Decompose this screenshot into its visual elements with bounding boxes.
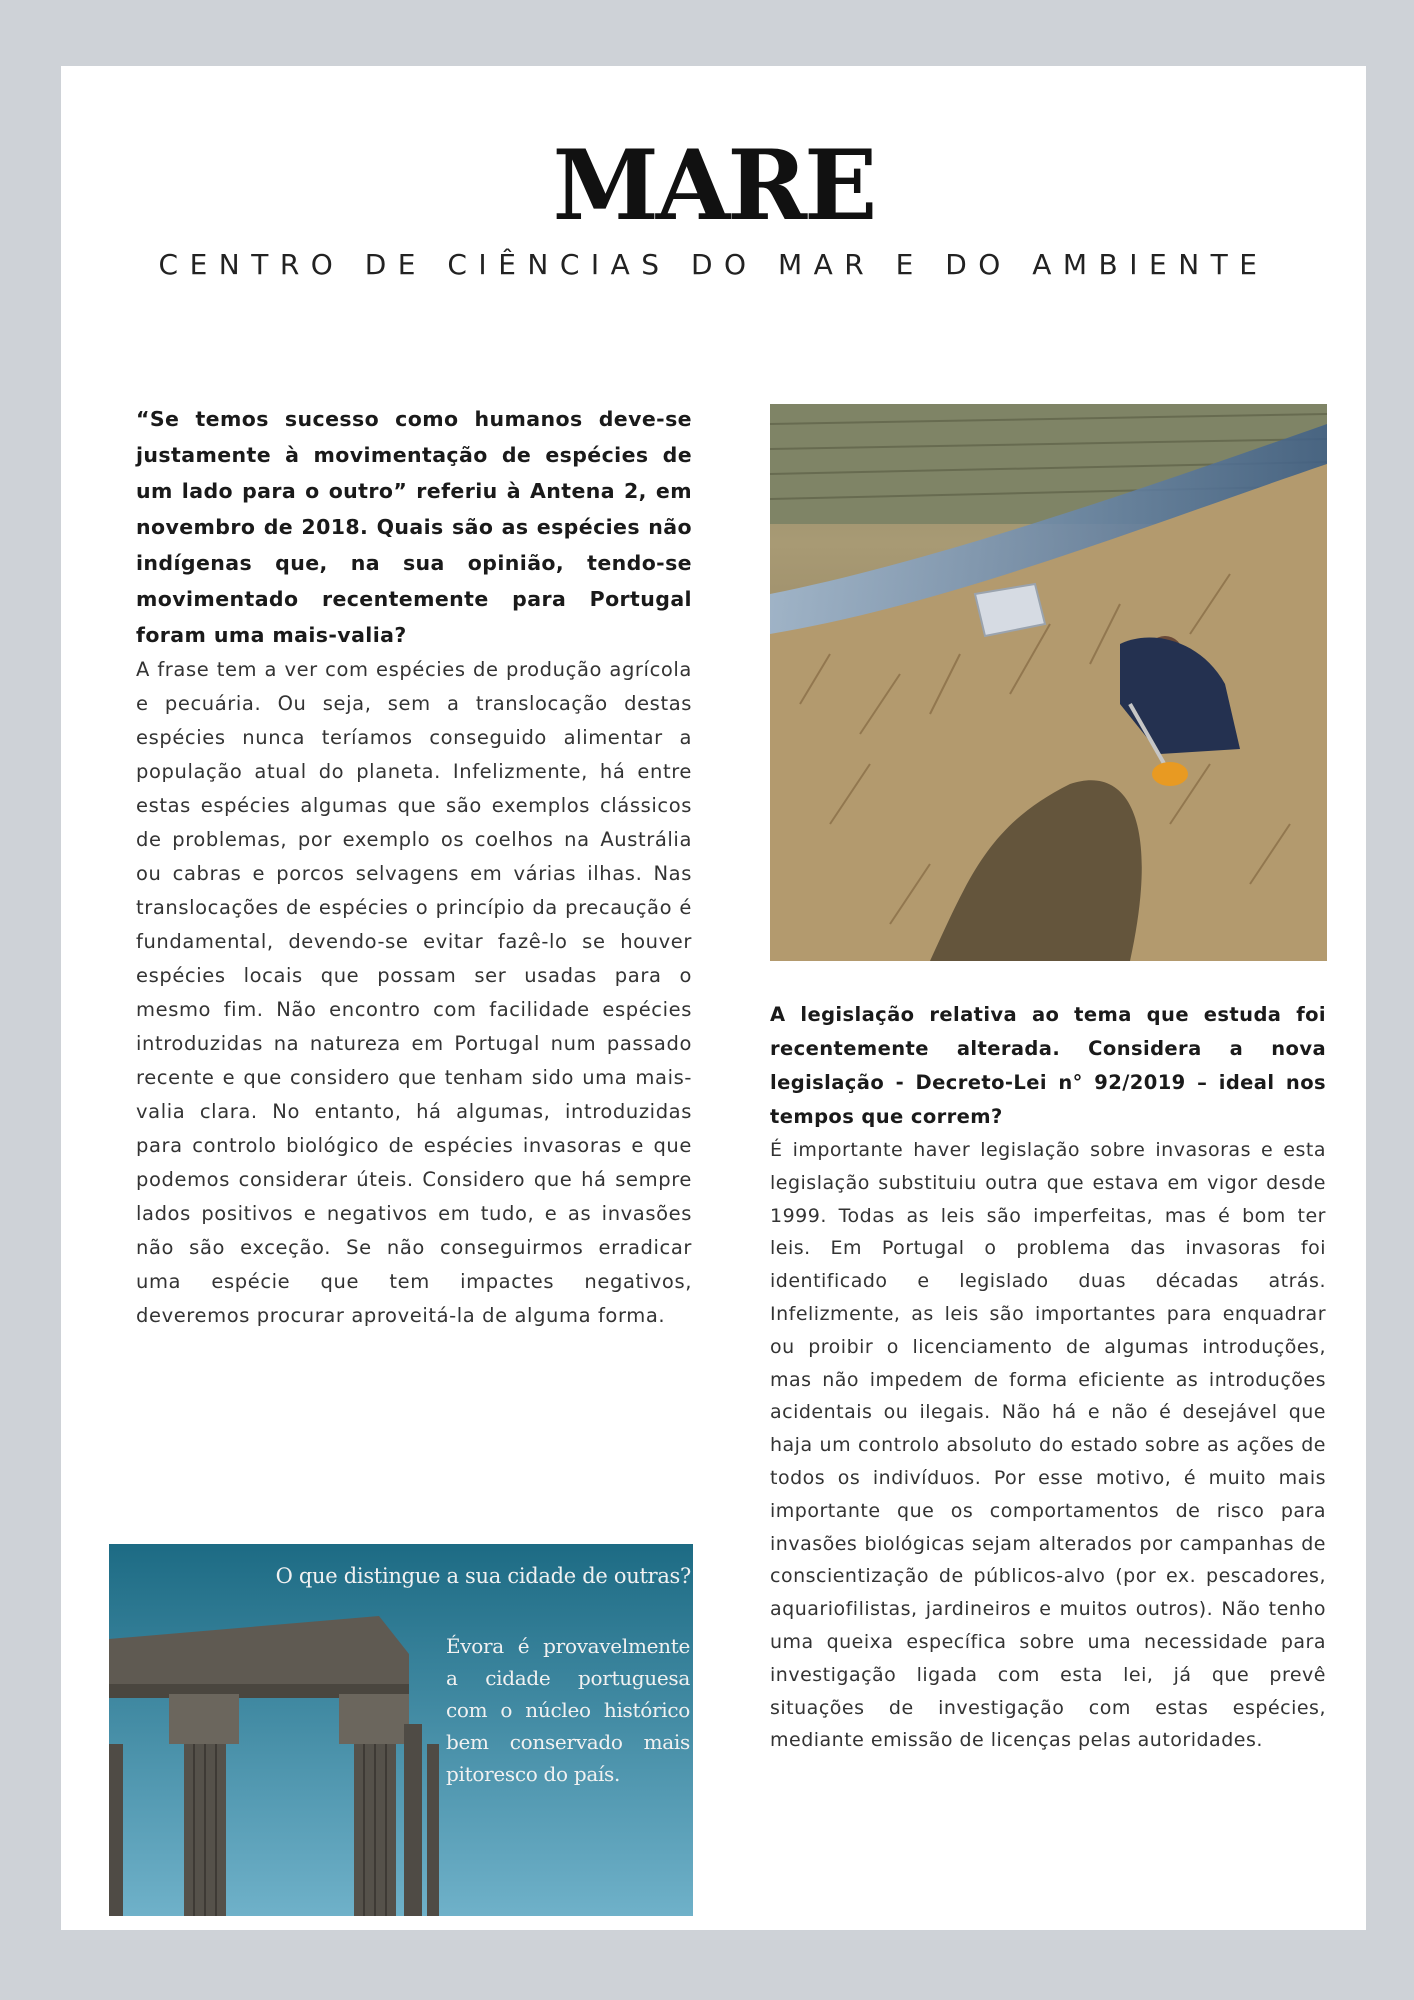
document-page bbox=[61, 66, 1366, 1930]
interview-block-1 bbox=[136, 401, 692, 1333]
masthead-title: MARE bbox=[552, 129, 875, 242]
field-research-photo-illustration bbox=[770, 404, 1327, 961]
masthead-subtitle: CENTRO DE CIÊNCIAS DO MAR E DO AMBIENTE bbox=[158, 248, 1269, 281]
interview-block-2 bbox=[770, 998, 1326, 1757]
interview-question-1: “Se temos sucesso como humanos deve-se justamente à movimentação de espécies de um lado para o outro” referiu à Antena 2, em novembro de 2018. Quais são as espécies não indígenas que, na sua opinião, tendo-se movimentado recentemente para Portugal foram uma mais-valia? bbox=[136, 407, 692, 647]
interview-question-2: A legislação relativa ao tema que estuda foi recentemente alterada. Considera a nova legislação - Decreto-Lei n° 92/2019 – ideal nos tempos que correm? bbox=[770, 1003, 1326, 1128]
city-question: O que distingue a sua cidade de outras? bbox=[275, 1564, 691, 1588]
interview-answer-2: É importante haver legislação sobre invasoras e esta legislação substituiu outra que estava em vigor desde 1999. Todas as leis são imperfeitas, mas é bom ter leis. Em Portugal o problema das invasoras foi identificado e legislado duas décadas atrás. Infelizmente, as leis são importantes para enquadrar ou proibir o licenciamento de algumas introduções, mas não impedem de forma eficiente as introduções acidentais ou ilegais. Não há e não é desejável que haja um controlo absoluto do estado sobre as ações de todos os indivíduos. Por esse motivo, é muito mais importante que os comportamentos de risco para invasões biológicas sejam alterados por campanhas de conscientização de públicos-alvo (por ex. pescadores, aquariofilistas, jardineiros e muitos outros). Não tenho uma queixa específica sobre uma necessidade para investigação ligada com esta lei, já que prevê situações de investigação com estas espécies, mediante emissão de licenças pelas autoridades. bbox=[770, 1139, 1326, 1752]
field-research-photo bbox=[770, 404, 1327, 961]
city-answer: Évora é provavelmente a cidade portuguesa com o núcleo histórico bem conservado mais pitoresco do país. bbox=[446, 1634, 690, 1786]
city-photo-box bbox=[109, 1544, 693, 1916]
interview-answer-1: A frase tem a ver com espécies de produção agrícola e pecuária. Ou seja, sem a translocação destas espécies nunca teríamos conseguido alimentar a população atual do planeta. Infelizmente, há entre estas espécies algumas que são exemplos clássicos de problemas, por exemplo os coelhos na Austrália ou cabras e porcos selvagens em várias ilhas. Nas translocações de espécies o princípio da precaução é fundamental, devendo-se evitar fazê-lo se houver espécies locais que possam ser usadas para o mesmo fim. Não encontro com facilidade espécies introduzidas na natureza em Portugal num passado recente e que considero que tenham sido uma mais-valia clara. No entanto, há algumas, introduzidas para controlo biológico de espécies invasoras e que podemos considerar úteis. Considero que há sempre lados positivos e negativos em tudo, e as invasões não são exceção. Se não conseguirmos erradicar uma espécie que tem impactes negativos, deveremos procurar aproveitá-la de alguma forma. bbox=[136, 658, 692, 1327]
